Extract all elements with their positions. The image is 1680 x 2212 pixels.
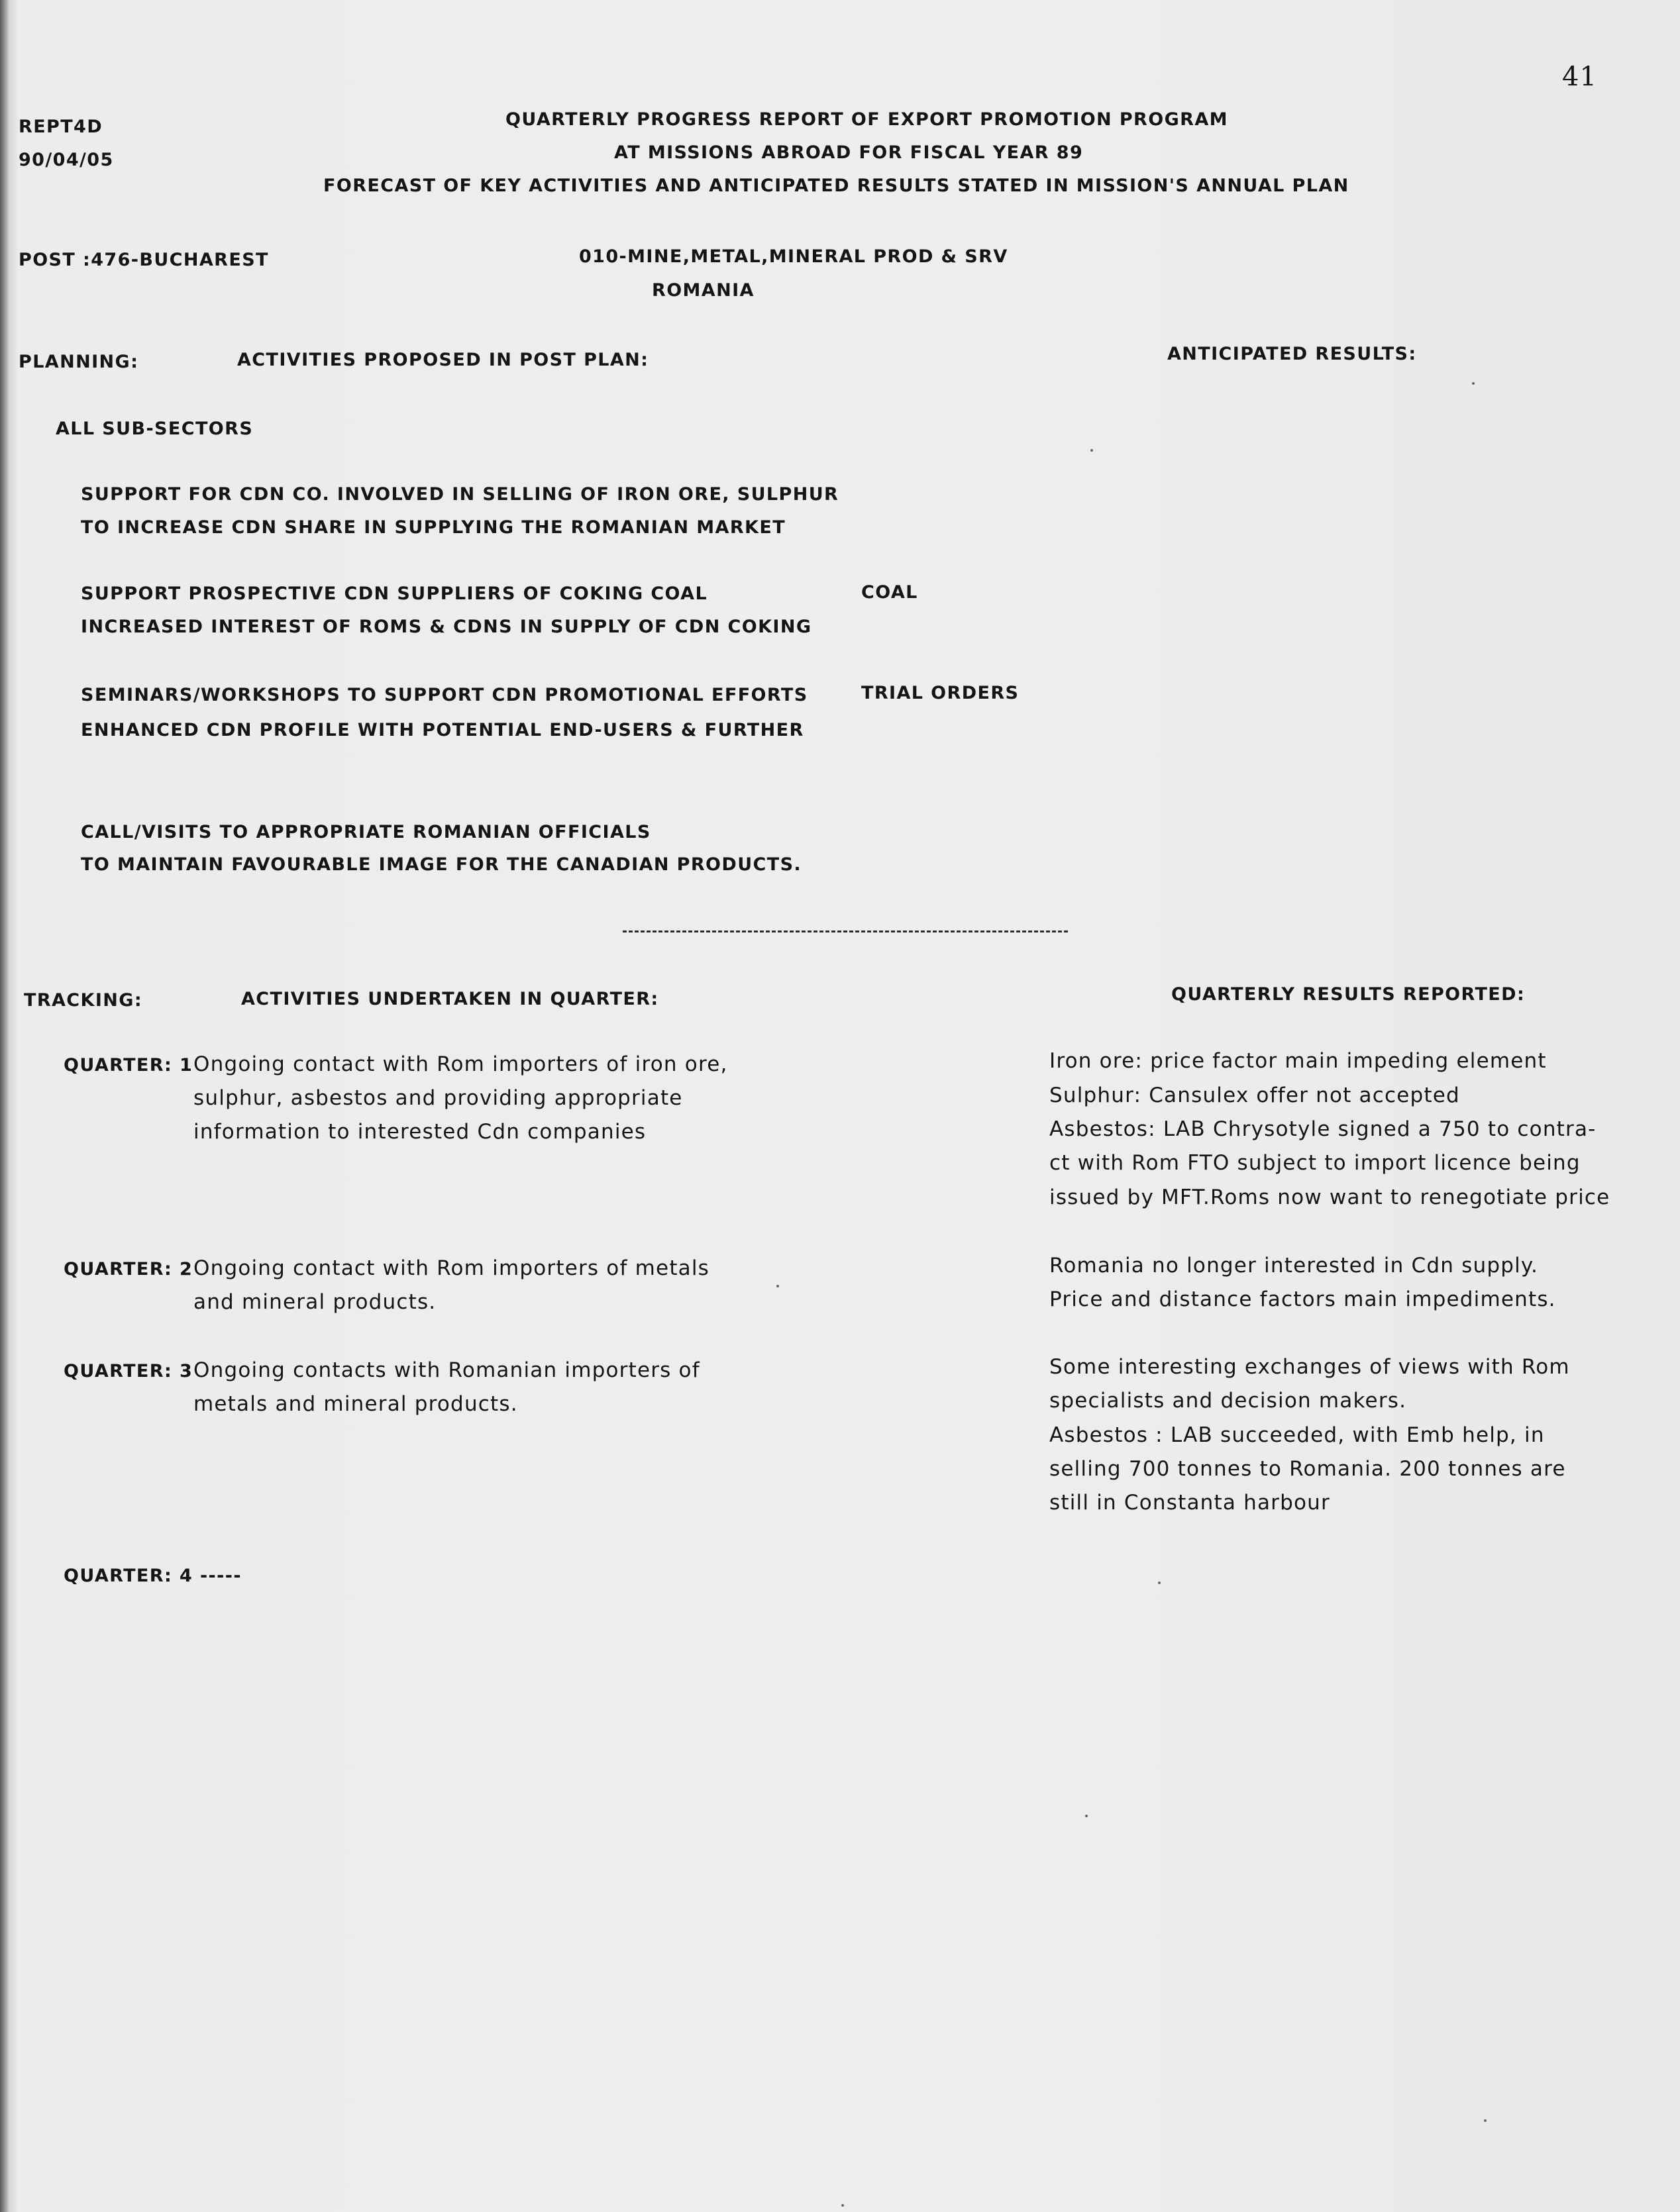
scan-speck: [1484, 2119, 1487, 2122]
scan-speck: [1085, 1815, 1088, 1817]
planning-item-3-line1: SEMINARS/WORKSHOPS TO SUPPORT CDN PROMOTIONAL EFFORTS: [81, 685, 808, 705]
report-code: REPT4D: [19, 117, 103, 137]
quarter-2-result-line2: Price and distance factors main impediments.: [1049, 1287, 1556, 1311]
planning-item-4-line1: CALL/VISITS TO APPROPRIATE ROMANIAN OFFICIALS: [81, 822, 651, 842]
post-label: POST :476-BUCHAREST: [19, 250, 269, 270]
quarter-2-activity-line1: Ongoing contact with Rom importers of metals: [193, 1256, 710, 1280]
planning-item-1-line1: SUPPORT FOR CDN CO. INVOLVED IN SELLING OF IRON ORE, SULPHUR: [81, 484, 839, 505]
scan-speck: [841, 2204, 844, 2207]
subsector-label: ALL SUB-SECTORS: [56, 419, 254, 439]
tracking-activities-heading: ACTIVITIES UNDERTAKEN IN QUARTER:: [241, 989, 659, 1009]
country-label: ROMANIA: [652, 280, 755, 301]
quarter-1-result-line1: Iron ore: price factor main impeding element: [1049, 1049, 1547, 1073]
quarter-3-activity-line2: metals and mineral products.: [193, 1392, 518, 1416]
sector-label: 010-MINE,METAL,MINERAL PROD & SRV: [579, 246, 1008, 267]
planning-item-2-result: COAL: [861, 582, 918, 603]
quarter-3-result-line1: Some interesting exchanges of views with Rom: [1049, 1355, 1570, 1379]
planning-item-2-line2: INCREASED INTEREST OF ROMS & CDNS IN SUPPLY OF CDN COKING: [81, 617, 812, 637]
anticipated-results-heading: ANTICIPATED RESULTS:: [1167, 344, 1417, 364]
quarter-3-result-line4: selling 700 tonnes to Romania. 200 tonnes are: [1049, 1457, 1566, 1481]
planning-label: PLANNING:: [19, 352, 139, 372]
quarter-3-activity-line1: Ongoing contacts with Romanian importers of: [193, 1358, 700, 1382]
section-separator: [623, 930, 1068, 932]
quarter-3-result-line2: specialists and decision makers.: [1049, 1389, 1407, 1413]
quarter-3-label: QUARTER: 3: [64, 1361, 193, 1382]
planning-item-4-line2: TO MAINTAIN FAVOURABLE IMAGE FOR THE CANADIAN PRODUCTS.: [81, 854, 802, 875]
quarterly-results-heading: QUARTERLY RESULTS REPORTED:: [1171, 984, 1526, 1005]
planning-item-3-line2: ENHANCED CDN PROFILE WITH POTENTIAL END-USERS & FURTHER: [81, 720, 804, 740]
report-title-line2: AT MISSIONS ABROAD FOR FISCAL YEAR 89: [614, 142, 1084, 163]
scan-speck: [1472, 382, 1475, 385]
quarter-2-activity-line2: and mineral products.: [193, 1290, 437, 1314]
page-number: 41: [1562, 62, 1597, 92]
quarter-1-activity-line3: information to interested Cdn companies: [193, 1120, 647, 1144]
quarter-1-result-line2: Sulphur: Cansulex offer not accepted: [1049, 1083, 1460, 1107]
report-title-line1: QUARTERLY PROGRESS REPORT OF EXPORT PROMOTION PROGRAM: [505, 109, 1228, 130]
quarter-3-result-line3: Asbestos : LAB succeeded, with Emb help, in: [1049, 1423, 1545, 1447]
quarter-2-result-line1: Romania no longer interested in Cdn supply.: [1049, 1254, 1539, 1278]
tracking-label: TRACKING:: [24, 990, 143, 1011]
quarter-1-label: QUARTER: 1: [64, 1055, 193, 1076]
scan-speck: [1158, 1582, 1161, 1584]
report-title-line3: FORECAST OF KEY ACTIVITIES AND ANTICIPATED RESULTS STATED IN MISSION'S ANNUAL PLAN: [323, 176, 1349, 196]
planning-item-2-line1: SUPPORT PROSPECTIVE CDN SUPPLIERS OF COKING COAL: [81, 583, 708, 604]
quarter-1-activity-line2: sulphur, asbestos and providing appropriate: [193, 1086, 683, 1110]
scan-speck: [776, 1285, 779, 1287]
quarter-4-label: QUARTER: 4 -----: [64, 1566, 242, 1586]
quarter-1-result-line5: issued by MFT.Roms now want to renegotiate price: [1049, 1185, 1610, 1209]
quarter-3-result-line5: still in Constanta harbour: [1049, 1491, 1330, 1515]
planning-item-1-line2: TO INCREASE CDN SHARE IN SUPPLYING THE ROMANIAN MARKET: [81, 517, 786, 538]
quarter-2-label: QUARTER: 2: [64, 1259, 193, 1280]
quarter-1-result-line4: ct with Rom FTO subject to import licence being: [1049, 1151, 1581, 1175]
planning-item-3-result: TRIAL ORDERS: [861, 683, 1020, 703]
report-date: 90/04/05: [19, 150, 114, 170]
quarter-1-activity-line1: Ongoing contact with Rom importers of iron ore,: [193, 1052, 728, 1076]
scan-speck: [1090, 449, 1093, 452]
quarter-1-result-line3: Asbestos: LAB Chrysotyle signed a 750 to contra-: [1049, 1117, 1597, 1141]
planning-activities-heading: ACTIVITIES PROPOSED IN POST PLAN:: [237, 350, 649, 370]
